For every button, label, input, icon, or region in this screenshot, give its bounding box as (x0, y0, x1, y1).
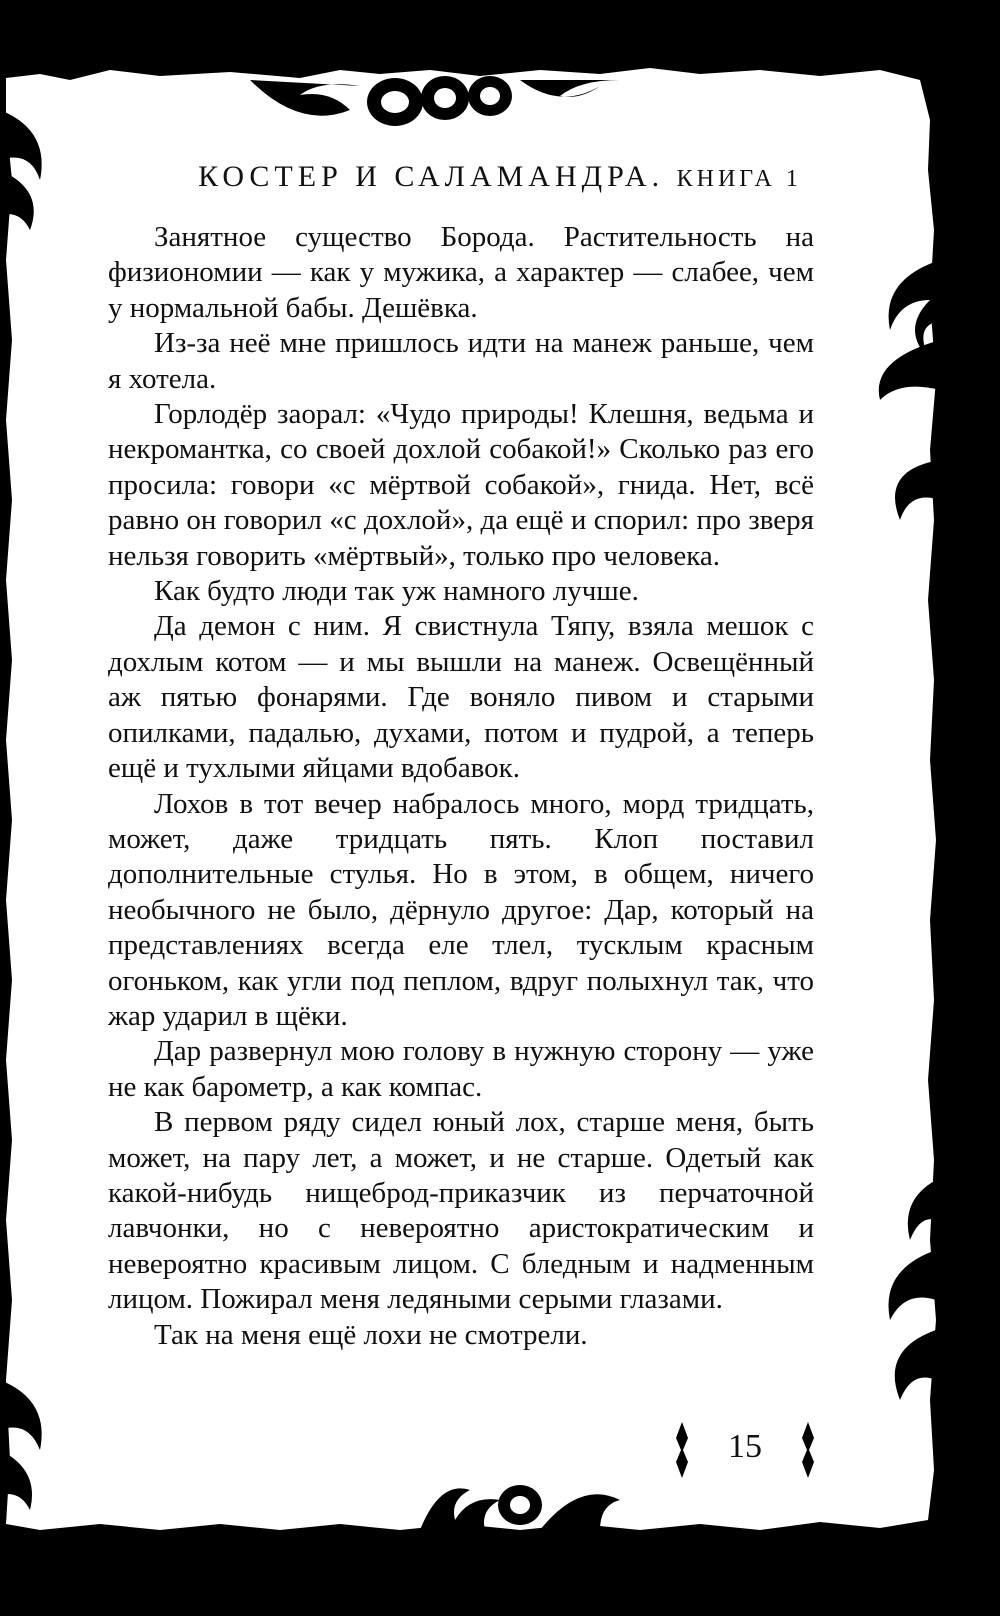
paragraph: Занятное существо Борода. Растительность на физиономии — как у мужика, а характер — слабее, чем у нормальной бабы. Дешёвка. (108, 221, 814, 324)
page-number-ornament-right (798, 1422, 818, 1478)
paragraph: Как будто люди так уж намного лучше. (154, 575, 639, 608)
running-header (0, 160, 1000, 194)
paragraph: Да демон с ним. Я свистнула Тяпу, взяла мешок с дохлым котом — и мы вышли на манеж. Освещённый аж пятью фонарями. Где воняло пивом и старыми опилками, падалью, духами, потом и пудрой, а теперь ещё и тухлыми яйцами вдобавок. (108, 610, 814, 785)
paragraph: В первом ряду сидел юный лох, старше меня, быть может, на пару лет, а может, и не старше. Одетый как какой-нибудь нищеброд-приказчик из перчаточной лавчонки, но с невероятно аристократическим и невероятно красивым лицом. С бледным и надменным лицом. Пожирал меня ледяными серыми глазами. (108, 1106, 814, 1316)
paragraph: Из-за неё мне пришлось идти на манеж раньше, чем я хотела. (108, 327, 814, 395)
paragraph: Горлодёр заорал: «Чудо природы! Клешня, ведьма и некромантка, со своей дохлой собакой!» Сколько раз его просила: говори «с мёртвой собакой», гнида. Нет, всё равно он говорил «с дохлой», да ещё и спорил: про зверя нельзя говорить «мёртвый», только про человека. (108, 398, 814, 572)
paragraph: Лохов в тот вечер набралось много, морд тридцать, может, даже тридцать пять. Клоп поставил дополнительные стулья. Но в этом, в общем, ничего необычного не было, дёрнуло другое: Дар, который на представлениях всегда еле тлел, тусклым красным огоньком, как угли под пеплом, вдруг полыхнул так, что жар ударил в щёки. (108, 787, 814, 1032)
book-part: КНИГА 1 (676, 166, 802, 192)
body-text (108, 220, 814, 1353)
paragraph: Так на меня ещё лохи не смотрели. (154, 1318, 588, 1351)
book-title: КОСТЕР И САЛАМАНДРА. (198, 160, 665, 193)
paragraph: Дар развернул мою голову в нужную сторону — уже не как барометр, а как компас. (108, 1035, 814, 1103)
page-number: 15 (728, 1428, 762, 1465)
page-number-ornament-left (672, 1422, 692, 1478)
